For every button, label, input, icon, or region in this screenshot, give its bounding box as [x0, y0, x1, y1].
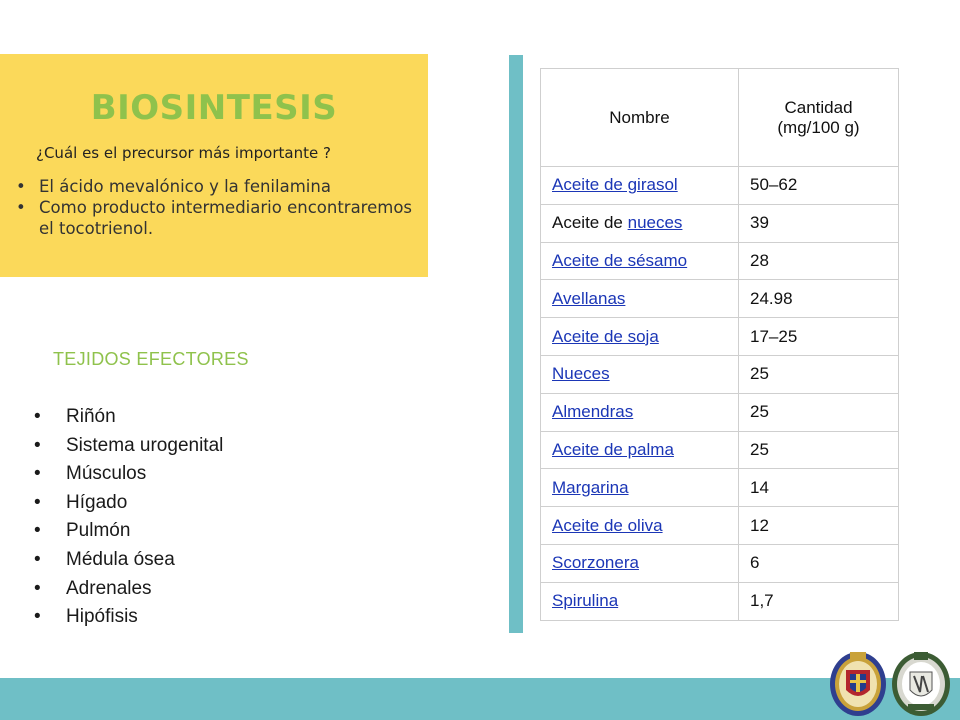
list-item: • Sistema urogenital	[34, 432, 223, 461]
food-link[interactable]: Aceite de soja	[552, 326, 659, 346]
table-header-row	[541, 69, 899, 167]
tejidos-list	[34, 403, 223, 632]
list-item: • Hipófisis	[34, 603, 223, 632]
table-row	[541, 393, 899, 431]
food-link[interactable]: Aceite de oliva	[552, 515, 663, 535]
list-item: • El ácido mevalónico y la fenilamina	[16, 176, 419, 197]
table-row	[541, 318, 899, 356]
food-name-cell	[541, 204, 739, 242]
food-name-cell[interactable]	[541, 544, 739, 582]
food-link[interactable]: Aceite de girasol	[552, 175, 678, 195]
table-row	[541, 204, 899, 242]
list-item: • Como producto intermediario encontraremos el tocotrienol.	[16, 197, 419, 239]
food-link[interactable]: Aceite de sésamo	[552, 250, 688, 270]
quantity-cell: 12	[739, 507, 899, 545]
food-name-cell[interactable]	[541, 393, 739, 431]
list-item: • Riñón	[34, 403, 223, 432]
food-name-cell[interactable]	[541, 507, 739, 545]
food-name-cell[interactable]	[541, 431, 739, 469]
table-row	[541, 280, 899, 318]
food-link[interactable]: nueces	[627, 213, 683, 233]
biosintesis-question: ¿Cuál es el precursor más importante ?	[36, 144, 331, 162]
food-link[interactable]: Spirulina	[552, 591, 619, 611]
table-row	[541, 544, 899, 582]
food-name-cell[interactable]	[541, 242, 739, 280]
header-quantity-line1: Cantidad	[784, 97, 853, 117]
food-name-prefix: Aceite de	[552, 213, 628, 233]
table-row	[541, 582, 899, 620]
food-name-cell[interactable]	[541, 582, 739, 620]
list-item: • Médula ósea	[34, 546, 223, 575]
quantity-cell: 17–25	[739, 318, 899, 356]
table-row	[541, 242, 899, 280]
quantity-cell: 28	[739, 242, 899, 280]
university-seal-icon	[828, 648, 888, 718]
quantity-cell: 39	[739, 204, 899, 242]
food-name-cell[interactable]	[541, 355, 739, 393]
table-row	[541, 507, 899, 545]
biosintesis-title: BIOSINTESIS	[90, 88, 338, 128]
table-row	[541, 355, 899, 393]
bottom-bar	[0, 678, 960, 720]
food-link[interactable]: Nueces	[552, 364, 610, 384]
quantity-cell: 14	[739, 469, 899, 507]
food-link[interactable]: Scorzonera	[552, 553, 639, 573]
food-name-cell[interactable]	[541, 167, 739, 205]
food-link[interactable]: Margarina	[552, 477, 629, 497]
food-link[interactable]: Aceite de palma	[552, 439, 674, 459]
quantity-cell: 50–62	[739, 167, 899, 205]
header-name: Nombre	[541, 69, 739, 167]
vitamin-e-table	[540, 68, 899, 621]
header-quantity	[739, 69, 899, 167]
quantity-cell: 25	[739, 393, 899, 431]
vertical-divider	[509, 55, 523, 633]
food-link[interactable]: Almendras	[552, 402, 634, 422]
food-name-cell[interactable]	[541, 280, 739, 318]
list-item: • Músculos	[34, 460, 223, 489]
faculty-seal-icon	[890, 648, 952, 718]
table-row	[541, 431, 899, 469]
biosintesis-list	[16, 176, 419, 239]
list-item: • Pulmón	[34, 517, 223, 546]
list-item: • Hígado	[34, 489, 223, 518]
table-row	[541, 167, 899, 205]
quantity-cell: 6	[739, 544, 899, 582]
food-link[interactable]: Avellanas	[552, 288, 626, 308]
quantity-cell: 24.98	[739, 280, 899, 318]
header-quantity-line2: (mg/100 g)	[777, 117, 860, 137]
table-row	[541, 469, 899, 507]
list-item: • Adrenales	[34, 575, 223, 604]
quantity-cell: 1,7	[739, 582, 899, 620]
tejidos-heading: TEJIDOS EFECTORES	[53, 349, 249, 369]
food-name-cell[interactable]	[541, 318, 739, 356]
quantity-cell: 25	[739, 355, 899, 393]
quantity-cell: 25	[739, 431, 899, 469]
food-name-cell[interactable]	[541, 469, 739, 507]
